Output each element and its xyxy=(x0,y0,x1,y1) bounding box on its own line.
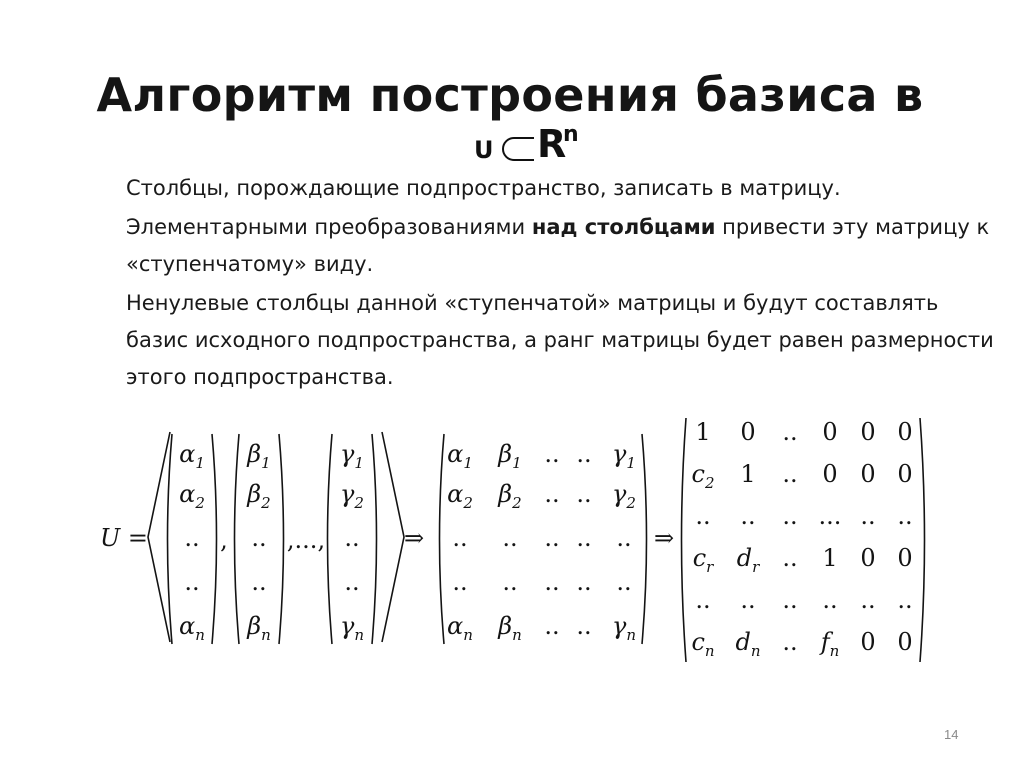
echelon-cell-4-5: .. xyxy=(897,586,913,614)
space-dimension: n xyxy=(563,122,579,147)
matrix-cell-0-4: $\gamma_1$ xyxy=(612,440,636,472)
echelon-cell-2-2: .. xyxy=(782,502,798,530)
slide-title: Алгоритм построения базиса в xyxy=(96,68,924,122)
column-1-paren-right xyxy=(279,434,284,644)
column-0-entry-1: $\alpha_2$ xyxy=(179,480,205,512)
column-2-entry-0: $\gamma_1$ xyxy=(340,440,364,472)
echelon-cell-1-0: $c_2$ xyxy=(691,460,715,492)
echelon-cell-1-5: 0 xyxy=(897,460,913,488)
paragraph-2-part-2: привести эту матрицу к «ступенчатому» виду. xyxy=(126,215,990,276)
column-1-entry-0: $\beta_1$ xyxy=(247,440,271,472)
implies-arrow-2: ⇒ xyxy=(653,524,675,552)
echelon-cell-5-3: $f_n$ xyxy=(820,628,840,660)
echelon-cell-1-3: 0 xyxy=(822,460,838,488)
column-0-entry-4: $\alpha_n$ xyxy=(179,612,205,644)
column-0-entry-2: .. xyxy=(184,524,200,552)
matrix-cell-0-2: .. xyxy=(544,440,560,468)
column-0-entry-3: .. xyxy=(184,568,200,596)
implies-arrow-1: ⇒ xyxy=(403,524,425,552)
matrix-cell-1-0: $\alpha_2$ xyxy=(447,480,473,512)
echelon-cell-3-4: 0 xyxy=(860,544,876,572)
column-2-entry-2: .. xyxy=(344,524,360,552)
matrix-cell-2-3: .. xyxy=(576,524,592,552)
column-2-paren-left xyxy=(328,434,333,644)
matrix-cell-4-2: .. xyxy=(544,612,560,640)
matrix-cell-3-1: .. xyxy=(502,568,518,596)
matrix-cell-3-0: .. xyxy=(452,568,468,596)
echelon-paren-right xyxy=(920,418,925,662)
subset-symbol xyxy=(500,136,536,162)
echelon-cell-4-0: .. xyxy=(695,586,711,614)
separator-comma: , xyxy=(220,526,228,554)
echelon-cell-5-5: 0 xyxy=(897,628,913,656)
matrix-cell-1-3: .. xyxy=(576,480,592,508)
column-0-entry-0: $\alpha_1$ xyxy=(179,440,205,472)
echelon-cell-0-4: 0 xyxy=(860,418,876,446)
matrix-paren-left xyxy=(440,434,445,644)
subspace-u: U xyxy=(474,136,494,164)
echelon-cell-2-0: .. xyxy=(695,502,711,530)
echelon-cell-1-4: 0 xyxy=(860,460,876,488)
paragraph-3: Ненулевые столбцы данной «ступенчатой» матрицы и будут составлять базис исходного подпространства, а ранг матрицы будет равен размерности этого подпространства. xyxy=(126,291,994,389)
matrix-cell-3-4: .. xyxy=(616,568,632,596)
echelon-cell-2-1: .. xyxy=(740,502,756,530)
space-r: R xyxy=(537,122,567,166)
echelon-cell-3-0: $c_r$ xyxy=(692,544,714,576)
echelon-cell-3-3: 1 xyxy=(822,544,838,572)
matrix-cell-2-2: .. xyxy=(544,524,560,552)
column-1-paren-left xyxy=(235,434,240,644)
echelon-cell-2-5: .. xyxy=(897,502,913,530)
matrix-paren-right xyxy=(642,434,647,644)
matrix-cell-0-1: $\beta_1$ xyxy=(498,440,522,472)
formula xyxy=(90,410,930,670)
echelon-cell-0-2: .. xyxy=(782,418,798,446)
echelon-cell-2-3: ... xyxy=(818,502,842,530)
column-2-entry-3: .. xyxy=(344,568,360,596)
echelon-cell-3-1: $d_r$ xyxy=(736,544,760,576)
column-1-entry-2: .. xyxy=(251,524,267,552)
echelon-cell-0-1: 0 xyxy=(740,418,756,446)
paragraph-2-bold: над столбцами xyxy=(531,215,716,239)
matrix-cell-4-3: .. xyxy=(576,612,592,640)
page-number: 14 xyxy=(944,727,959,742)
matrix-cell-2-1: .. xyxy=(502,524,518,552)
paragraph-2 xyxy=(126,209,1006,283)
separator-ellipsis: ,..., xyxy=(286,526,326,554)
echelon-cell-1-2: .. xyxy=(782,460,798,488)
matrix-cell-3-2: .. xyxy=(544,568,560,596)
echelon-cell-5-2: .. xyxy=(782,628,798,656)
matrix-cell-0-3: .. xyxy=(576,440,592,468)
span-bracket-right xyxy=(382,432,404,642)
paragraph-2-part-1: Элементарными преобразованиями xyxy=(126,215,532,239)
matrix-cell-4-0: $\alpha_n$ xyxy=(447,612,473,644)
echelon-cell-0-0: 1 xyxy=(695,418,711,446)
span-bracket-left xyxy=(148,432,170,642)
matrix-cell-2-0: .. xyxy=(452,524,468,552)
echelon-cell-4-3: .. xyxy=(822,586,838,614)
echelon-paren-left xyxy=(682,418,687,662)
column-0-paren-left xyxy=(168,434,173,644)
echelon-cell-2-4: .. xyxy=(860,502,876,530)
echelon-cell-5-0: $c_n$ xyxy=(691,628,715,660)
matrix-cell-3-3: .. xyxy=(576,568,592,596)
echelon-cell-5-4: 0 xyxy=(860,628,876,656)
matrix-cell-2-4: .. xyxy=(616,524,632,552)
echelon-cell-3-5: 0 xyxy=(897,544,913,572)
echelon-cell-3-2: .. xyxy=(782,544,798,572)
echelon-cell-1-1: 1 xyxy=(740,460,756,488)
echelon-cell-5-1: $d_n$ xyxy=(735,628,761,660)
matrix-cell-0-0: $\alpha_1$ xyxy=(447,440,473,472)
matrix-cell-4-4: $\gamma_n$ xyxy=(611,612,637,644)
column-2-entry-1: $\gamma_2$ xyxy=(340,480,364,512)
formula-lhs: U = xyxy=(100,524,148,552)
matrix-cell-4-1: $\beta_n$ xyxy=(498,612,522,644)
paragraph-1: Столбцы, порождающие подпространство, записать в матрицу. xyxy=(126,176,841,200)
column-1-entry-1: $\beta_2$ xyxy=(247,480,271,512)
echelon-cell-4-1: .. xyxy=(740,586,756,614)
formula-svg xyxy=(90,410,930,670)
matrix-cell-1-4: $\gamma_2$ xyxy=(612,480,636,512)
echelon-cell-0-5: 0 xyxy=(897,418,913,446)
column-2-entry-4: $\gamma_n$ xyxy=(339,612,365,644)
matrix-cell-1-2: .. xyxy=(544,480,560,508)
matrix-cell-1-1: $\beta_2$ xyxy=(498,480,522,512)
echelon-cell-0-3: 0 xyxy=(822,418,838,446)
echelon-cell-4-2: .. xyxy=(782,586,798,614)
echelon-cell-4-4: .. xyxy=(860,586,876,614)
column-1-entry-4: $\beta_n$ xyxy=(247,612,271,644)
column-2-paren-right xyxy=(372,434,377,644)
column-0-paren-right xyxy=(212,434,217,644)
column-1-entry-3: .. xyxy=(251,568,267,596)
